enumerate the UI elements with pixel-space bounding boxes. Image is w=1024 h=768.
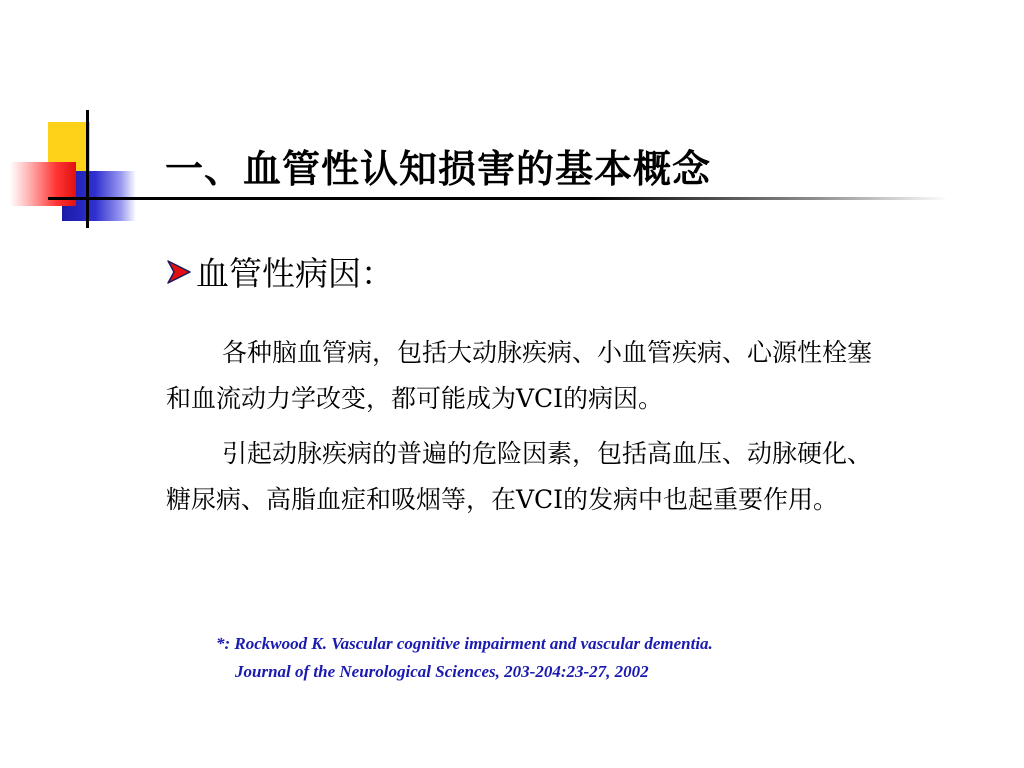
slide-title: 一、血管性认知损害的基本概念 [165,146,712,191]
bullet-heading-text: 血管性病因： [196,254,394,293]
reference-line-1: *: Rockwood K. Vascular cognitive impairment and vascular dementia. [216,634,713,653]
bullet-heading [166,248,394,295]
title-underline [48,197,948,200]
paragraph-risk-factors: 引起动脉疾病的普遍的危险因素，包括高血压、动脉硬化、糖尿病、高脂血症和吸烟等，在VCI的发病中也起重要作用。 [166,439,873,514]
reference-citation [216,630,713,686]
arrow-bullet-icon [166,259,192,285]
reference-line-2: Journal of the Neurological Sciences, 203-204:23-27, 2002 [235,662,649,681]
logo-vertical-line [86,110,89,228]
paragraph-etiology: 各种脑血管病，包括大动脉疾病、小血管疾病、心源性栓塞和血流动力学改变，都可能成为VCI的病因。 [166,338,873,413]
slide-logo-decoration [0,100,150,240]
